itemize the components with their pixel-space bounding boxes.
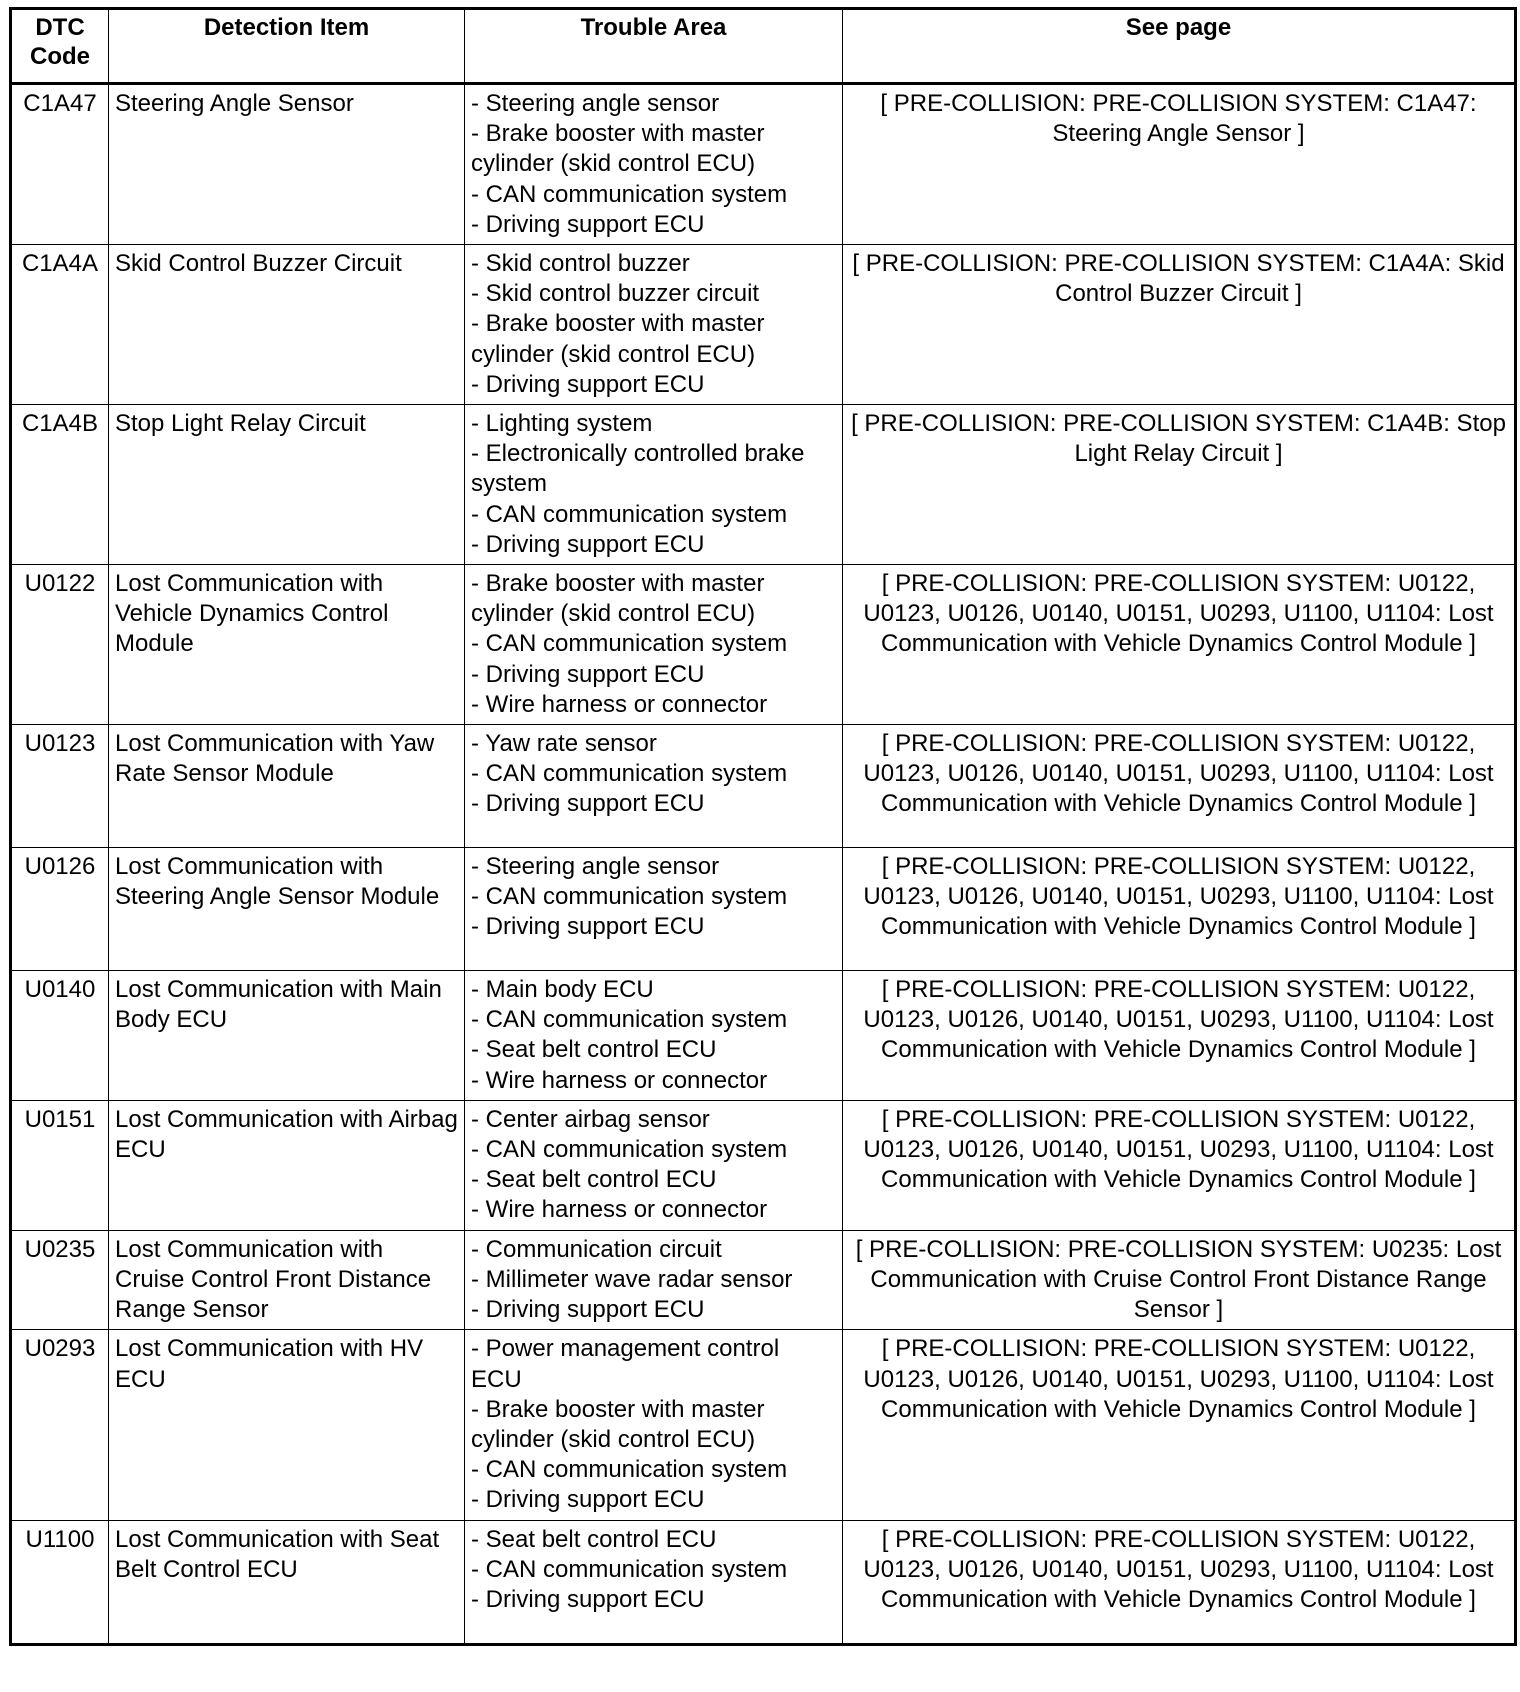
- trouble-area-item: - CAN communication system: [471, 500, 788, 528]
- trouble-area-item: - Seat belt control ECU: [471, 1166, 717, 1194]
- trouble-area-item: - Skid control buzzer circuit: [471, 280, 760, 308]
- see-page-link[interactable]: [ PRE-COLLISION: PRE-COLLISION SYSTEM: C1A4B: Stop Light Relay Circuit ]: [843, 405, 1516, 565]
- trouble-area-item: - Brake booster with master cylinder (skid control ECU): [471, 120, 765, 178]
- detection-item-cell: Steering Angle Sensor: [109, 84, 465, 245]
- trouble-area-cell: [465, 84, 843, 245]
- dtc-code-cell: U0140: [11, 971, 109, 1101]
- trouble-area-item: - Driving support ECU: [471, 1296, 705, 1324]
- detection-item-cell: Lost Communication with Steering Angle Sensor Module: [109, 848, 465, 971]
- see-page-link[interactable]: [ PRE-COLLISION: PRE-COLLISION SYSTEM: U0122, U0123, U0126, U0140, U0151, U0293, U1100, U1104: Lost Communication with Vehicle Dynamics Control Module ]: [843, 1330, 1516, 1520]
- table-row: [11, 1100, 1516, 1230]
- detection-item-cell: Lost Communication with Seat Belt Control ECU: [109, 1520, 465, 1644]
- see-page-link[interactable]: [ PRE-COLLISION: PRE-COLLISION SYSTEM: U0122, U0123, U0126, U0140, U0151, U0293, U1100, U1104: Lost Communication with Vehicle Dynamics Control Module ]: [843, 1520, 1516, 1644]
- dtc-code-cell: U1100: [11, 1520, 109, 1644]
- trouble-area-cell: [465, 1330, 843, 1520]
- detection-item-cell: Skid Control Buzzer Circuit: [109, 245, 465, 405]
- trouble-area-item: - Millimeter wave radar sensor: [471, 1265, 793, 1293]
- trouble-area-cell: [465, 725, 843, 848]
- header-detection-item: Detection Item: [109, 9, 465, 84]
- dtc-code-cell: U0126: [11, 848, 109, 971]
- see-page-link[interactable]: [ PRE-COLLISION: PRE-COLLISION SYSTEM: U0122, U0123, U0126, U0140, U0151, U0293, U1100, U1104: Lost Communication with Vehicle Dynamics Control Module ]: [843, 971, 1516, 1101]
- table-row: [11, 971, 1516, 1101]
- dtc-code-cell: U0123: [11, 725, 109, 848]
- detection-item-cell: Lost Communication with HV ECU: [109, 1330, 465, 1520]
- detection-item-cell: Lost Communication with Airbag ECU: [109, 1100, 465, 1230]
- trouble-area-item: - Center airbag sensor: [471, 1105, 710, 1133]
- table-row: [11, 725, 1516, 848]
- trouble-area-item: - CAN communication system: [471, 630, 788, 658]
- trouble-area-item: - CAN communication system: [471, 1456, 788, 1484]
- trouble-area-item: - Skid control buzzer: [471, 250, 690, 278]
- trouble-area-item: - Wire harness or connector: [471, 1066, 768, 1094]
- trouble-area-item: - Power management control ECU: [471, 1335, 780, 1393]
- detection-item-cell: Lost Communication with Yaw Rate Sensor Module: [109, 725, 465, 848]
- dtc-code-cell: C1A4A: [11, 245, 109, 405]
- header-dtc-code: [11, 9, 109, 84]
- trouble-area-cell: [465, 1230, 843, 1330]
- trouble-area-cell: [465, 1100, 843, 1230]
- trouble-area-item: - Lighting system: [471, 410, 653, 438]
- table-row: [11, 1230, 1516, 1330]
- trouble-area-item: - Driving support ECU: [471, 790, 705, 818]
- see-page-link[interactable]: [ PRE-COLLISION: PRE-COLLISION SYSTEM: C1A4A: Skid Control Buzzer Circuit ]: [843, 245, 1516, 405]
- dtc-code-cell: U0122: [11, 565, 109, 725]
- trouble-area-cell: [465, 245, 843, 405]
- trouble-area-item: - Electronically controlled brake system: [471, 440, 805, 498]
- trouble-area-item: - Seat belt control ECU: [471, 1525, 717, 1553]
- dtc-code-cell: C1A47: [11, 84, 109, 245]
- trouble-area-item: - Driving support ECU: [471, 913, 705, 941]
- trouble-area-item: - Driving support ECU: [471, 660, 705, 688]
- trouble-area-item: - Brake booster with master cylinder (skid control ECU): [471, 1395, 765, 1453]
- see-page-link[interactable]: [ PRE-COLLISION: PRE-COLLISION SYSTEM: U0235: Lost Communication with Cruise Control Front Distance Range Sensor ]: [843, 1230, 1516, 1330]
- table-row: [11, 1330, 1516, 1520]
- trouble-area-item: - Main body ECU: [471, 976, 654, 1004]
- table-row: [11, 1520, 1516, 1644]
- trouble-area-item: - CAN communication system: [471, 760, 788, 788]
- trouble-area-item: - CAN communication system: [471, 180, 788, 208]
- see-page-link[interactable]: [ PRE-COLLISION: PRE-COLLISION SYSTEM: U0122, U0123, U0126, U0140, U0151, U0293, U1100, U1104: Lost Communication with Vehicle Dynamics Control Module ]: [843, 848, 1516, 971]
- trouble-area-item: - CAN communication system: [471, 1006, 788, 1034]
- trouble-area-item: - Brake booster with master cylinder (skid control ECU): [471, 310, 765, 368]
- dtc-code-cell: U0293: [11, 1330, 109, 1520]
- trouble-area-item: - Steering angle sensor: [471, 853, 720, 881]
- table-row: [11, 848, 1516, 971]
- trouble-area-item: - CAN communication system: [471, 1136, 788, 1164]
- trouble-area-cell: [465, 1520, 843, 1644]
- trouble-area-item: - Driving support ECU: [471, 210, 705, 238]
- trouble-area-cell: [465, 405, 843, 565]
- header-trouble-area: Trouble Area: [465, 9, 843, 84]
- trouble-area-item: - Yaw rate sensor: [471, 730, 657, 758]
- trouble-area-item: - CAN communication system: [471, 1555, 788, 1583]
- table-body: [11, 84, 1516, 1645]
- trouble-area-cell: [465, 848, 843, 971]
- detection-item-cell: Stop Light Relay Circuit: [109, 405, 465, 565]
- header-see-page: See page: [843, 9, 1516, 84]
- dtc-table: [9, 7, 1517, 1646]
- table-header-row: [11, 9, 1516, 84]
- trouble-area-item: - Driving support ECU: [471, 1585, 705, 1613]
- see-page-link[interactable]: [ PRE-COLLISION: PRE-COLLISION SYSTEM: C1A47: Steering Angle Sensor ]: [843, 84, 1516, 245]
- header-code-label: Code: [30, 43, 90, 70]
- table-row: [11, 245, 1516, 405]
- table-row: [11, 84, 1516, 245]
- detection-item-cell: Lost Communication with Vehicle Dynamics Control Module: [109, 565, 465, 725]
- trouble-area-item: - Wire harness or connector: [471, 1196, 768, 1224]
- trouble-area-item: - Seat belt control ECU: [471, 1036, 717, 1064]
- trouble-area-cell: [465, 971, 843, 1101]
- trouble-area-item: - Wire harness or connector: [471, 690, 768, 718]
- table-row: [11, 405, 1516, 565]
- trouble-area-cell: [465, 565, 843, 725]
- dtc-code-cell: C1A4B: [11, 405, 109, 565]
- detection-item-cell: Lost Communication with Cruise Control Front Distance Range Sensor: [109, 1230, 465, 1330]
- dtc-code-cell: U0151: [11, 1100, 109, 1230]
- trouble-area-item: - CAN communication system: [471, 883, 788, 911]
- dtc-code-cell: U0235: [11, 1230, 109, 1330]
- see-page-link[interactable]: [ PRE-COLLISION: PRE-COLLISION SYSTEM: U0122, U0123, U0126, U0140, U0151, U0293, U1100, U1104: Lost Communication with Vehicle Dynamics Control Module ]: [843, 565, 1516, 725]
- header-dtc-label: DTC: [35, 14, 85, 41]
- trouble-area-item: - Steering angle sensor: [471, 90, 720, 117]
- trouble-area-item: - Driving support ECU: [471, 530, 705, 558]
- trouble-area-item: - Driving support ECU: [471, 370, 705, 398]
- see-page-link[interactable]: [ PRE-COLLISION: PRE-COLLISION SYSTEM: U0122, U0123, U0126, U0140, U0151, U0293, U1100, U1104: Lost Communication with Vehicle Dynamics Control Module ]: [843, 1100, 1516, 1230]
- trouble-area-item: - Communication circuit: [471, 1235, 722, 1263]
- table-row: [11, 565, 1516, 725]
- trouble-area-item: - Driving support ECU: [471, 1486, 705, 1514]
- see-page-link[interactable]: [ PRE-COLLISION: PRE-COLLISION SYSTEM: U0122, U0123, U0126, U0140, U0151, U0293, U1100, U1104: Lost Communication with Vehicle Dynamics Control Module ]: [843, 725, 1516, 848]
- trouble-area-item: - Brake booster with master cylinder (skid control ECU): [471, 570, 765, 628]
- detection-item-cell: Lost Communication with Main Body ECU: [109, 971, 465, 1101]
